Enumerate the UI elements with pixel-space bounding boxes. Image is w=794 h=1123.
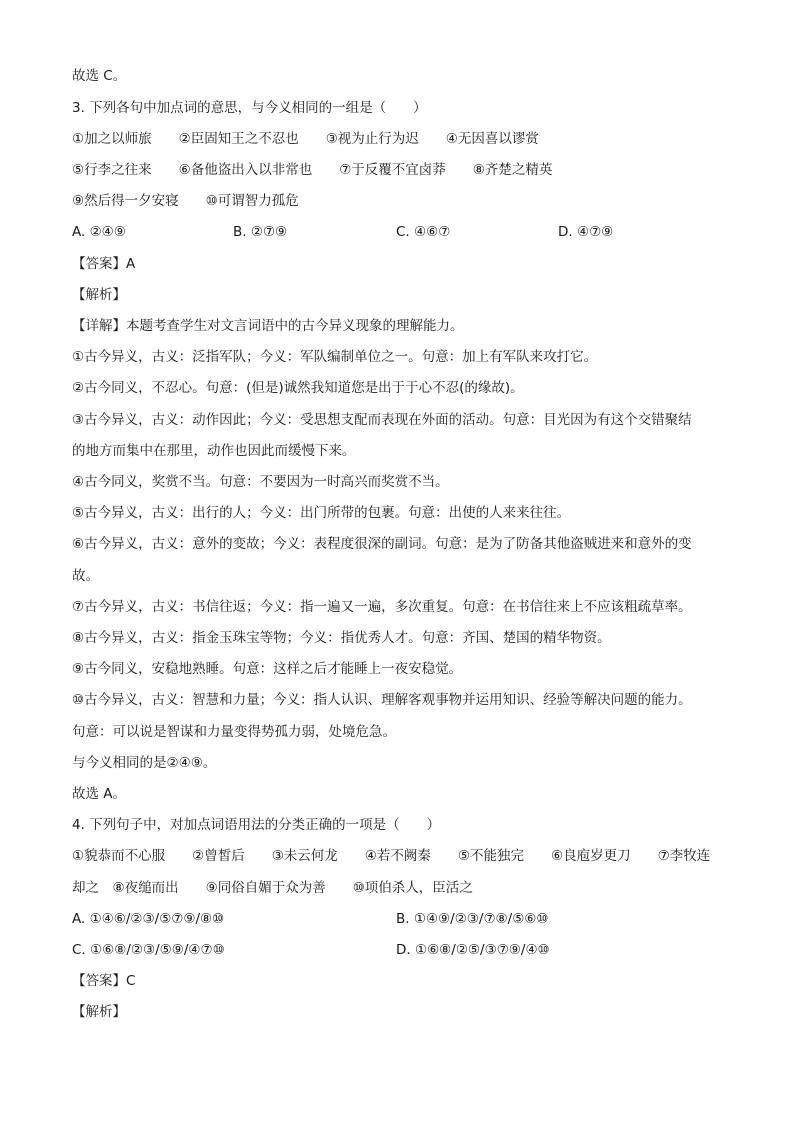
question-4-answer: 【答案】C <box>72 973 136 989</box>
question-4-stem: 4. 下列句子中，对加点词语用法的分类正确的一项是（ ） <box>72 817 441 833</box>
question-3-option-b: B. ②⑦⑨ <box>233 224 288 240</box>
question-4-items-row-2: 却之 ⑧夜缒而出 ⑨同俗自媚于众为善 ⑩项伯杀人，臣活之 <box>72 880 473 896</box>
same-meaning-summary: 与今义相同的是②④⑨。 <box>72 755 217 771</box>
question-3-items-row-1: ①加之以师旅 ②臣固知王之不忍也 ③视为止行为迟 ④无因喜以谬赏 <box>72 131 539 147</box>
question-3-answer: 【答案】A <box>72 256 136 272</box>
explanation-10-line-1: ⑩古今异义，古义：智慧和力量；今义：指人认识、理解客观事物并运用知识、经验等解决问题的能力。 <box>72 692 692 708</box>
question-4-option-d: D. ①⑥⑧/②⑤/③⑦⑨/④⑩ <box>396 942 550 958</box>
question-3-items-row-3: ⑨然后得一夕安寝 ⑩可谓智力孤危 <box>72 193 299 209</box>
explanation-4: ④古今同义，奖赏不当。句意：不要因为一时高兴而奖赏不当。 <box>72 474 449 490</box>
question-3-option-c: C. ④⑥⑦ <box>396 224 451 240</box>
explanation-10-line-2: 句意：可以说是智谋和力量变得势孤力弱，处境危急。 <box>72 724 396 740</box>
explanation-3-line-2: 的地方而集中在那里，动作也因此而缓慢下来。 <box>72 443 356 459</box>
explanation-8: ⑧古今异义，古义：指金玉珠宝等物；今义：指优秀人才。句意：齐国、楚国的精华物资。 <box>72 630 611 646</box>
explanation-6-line-2: 故。 <box>72 568 99 584</box>
prev-answer-conclusion: 故选 C。 <box>72 68 127 84</box>
question-4-analysis-heading: 【解析】 <box>72 1004 126 1020</box>
explanation-6-line-1: ⑥古今异义，古义：意外的变故；今义：表程度很深的副词。句意：是为了防备其他盗贼进来和意外的变 <box>72 536 692 552</box>
question-4-items-row-1: ①貌恭而不心服 ②曾皙后 ③未云何龙 ④若不阙秦 ⑤不能独完 ⑥良庖岁更刀 ⑦李牧连 <box>72 848 711 864</box>
explanation-5: ⑤古今异义，古义：出行的人；今义：出门所带的包裹。句意：出使的人来来往往。 <box>72 505 571 521</box>
explanation-7: ⑦古今异义，古义：书信往返；今义：指一遍又一遍，多次重复。句意：在书信往来上不应该粗疏草率。 <box>72 599 692 615</box>
question-3-detail-intro: 【详解】本题考查学生对文言词语中的古今异义现象的理解能力。 <box>72 318 464 334</box>
question-3-option-d: D. ④⑦⑨ <box>558 224 614 240</box>
question-4-option-b: B. ①④⑨/②③/⑦⑧/⑤⑥⑩ <box>396 911 549 927</box>
question-3-analysis-heading: 【解析】 <box>72 287 126 303</box>
explanation-9: ⑨古今同义，安稳地熟睡。句意：这样之后才能睡上一夜安稳觉。 <box>72 661 463 677</box>
explanation-1: ①古今异义，古义：泛指军队；今义：军队编制单位之一。句意：加上有军队来攻打它。 <box>72 349 598 365</box>
explanation-3-line-1: ③古今异义，古义：动作因此；今义：受思想支配而表现在外面的活动。句意：目光因为有这个交错聚结 <box>72 412 692 428</box>
question-3-conclusion: 故选 A。 <box>72 786 127 802</box>
question-4-option-c: C. ①⑥⑧/②③/⑤⑨/④⑦⑩ <box>72 942 225 958</box>
question-3-stem: 3. 下列各句中加点词的意思，与今义相同的一组是（ ） <box>72 100 427 116</box>
question-3-option-a: A. ②④⑨ <box>72 224 126 240</box>
question-3-items-row-2: ⑤行李之往来 ⑥备他盗出入以非常也 ⑦于反覆不宜卤莽 ⑧齐楚之精英 <box>72 162 553 178</box>
question-4-option-a: A. ①④⑥/②③/⑤⑦⑨/⑧⑩ <box>72 911 225 927</box>
explanation-2: ②古今同义，不忍心。句意：(但是)诚然我知道您是出于于心不忍(的缘故)。 <box>72 380 524 396</box>
